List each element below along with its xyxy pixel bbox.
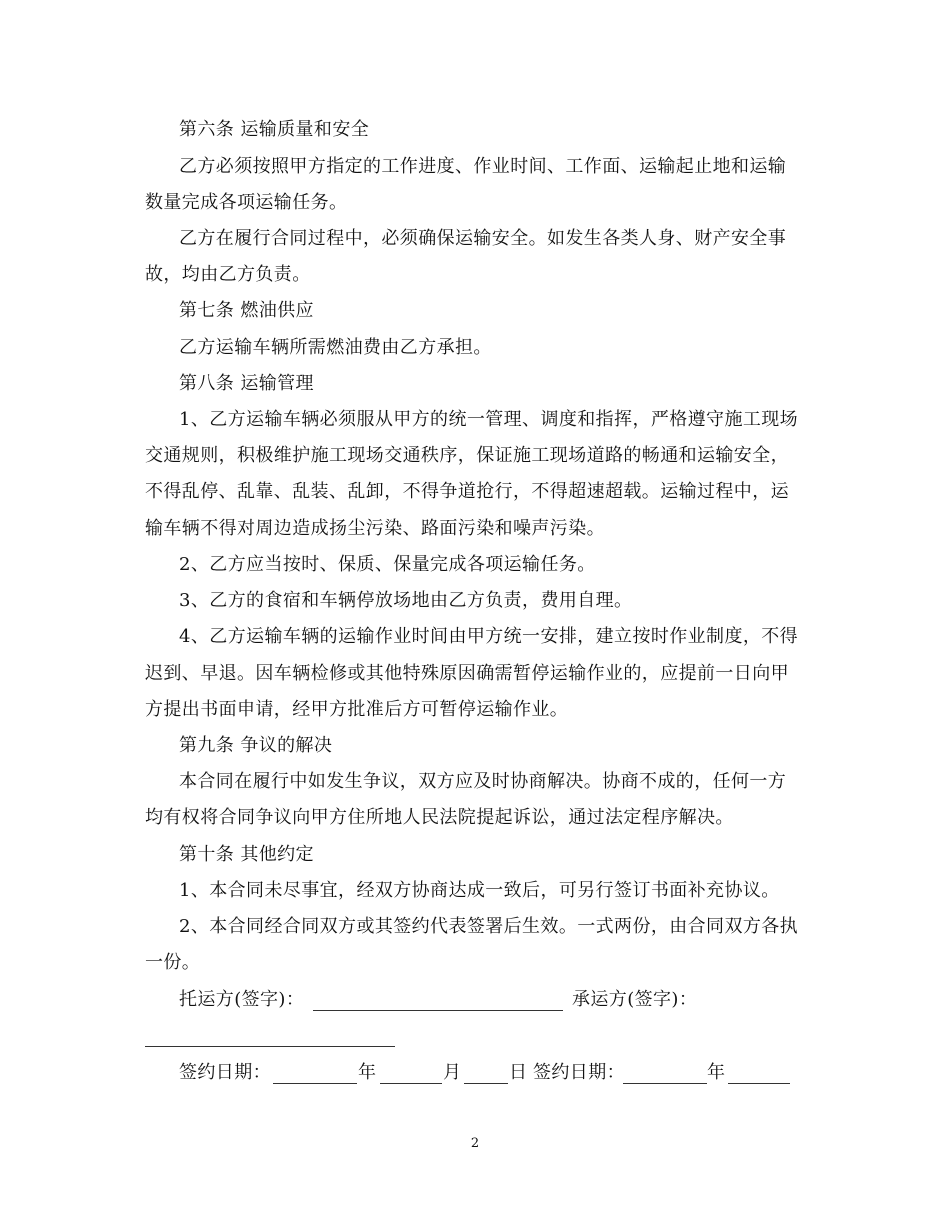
paragraph-line: 3、乙方的食宿和车辆停放场地由乙方负责，费用自理。 — [179, 590, 633, 611]
paragraph-line: 乙方在履行合同过程中，必须确保运输安全。如发生各类人身、财产安全事 — [179, 228, 787, 249]
shipper-signature-blank — [313, 1010, 563, 1011]
shipper-signature-label: 托运方(签字)： — [179, 989, 305, 1010]
paragraph-line: 数量完成各项运输任务。 — [145, 192, 348, 213]
carrier-month-blank — [728, 1083, 790, 1084]
paragraph-line: 故，均由乙方负责。 — [145, 264, 311, 285]
article-8-heading: 第八条 运输管理 — [179, 373, 314, 394]
carrier-date-label: 签约日期： — [533, 1062, 625, 1083]
paragraph-line: 均有权将合同争议向甲方住所地人民法院提起诉讼，通过法定程序解决。 — [145, 807, 734, 828]
paragraph-line: 4、乙方运输车辆的运输作业时间由甲方统一安排，建立按时作业制度，不得 — [179, 626, 799, 647]
article-7-heading: 第七条 燃油供应 — [179, 300, 314, 321]
paragraph-line: 本合同在履行中如发生争议，双方应及时协商解决。协商不成的，任何一方 — [179, 771, 787, 792]
shipper-month-label: 月 — [443, 1062, 462, 1083]
shipper-day-label: 日 — [509, 1062, 528, 1083]
paragraph-line: 迟到、早退。因车辆检修或其他特殊原因确需暂停运输作业的，应提前一日向甲 — [145, 663, 789, 684]
paragraph-line: 1、乙方运输车辆必须服从甲方的统一管理、调度和指挥，严格遵守施工现场 — [179, 409, 799, 430]
carrier-year-blank — [623, 1083, 707, 1084]
article-9-heading: 第九条 争议的解决 — [179, 735, 333, 756]
paragraph-line: 2、本合同经合同双方或其签约代表签署后生效。一式两份，由合同双方各执 — [179, 916, 799, 937]
paragraph-line: 交通规则，积极维护施工现场交通秩序，保证施工现场道路的畅通和运输安全， — [145, 445, 789, 466]
paragraph-line: 2、乙方应当按时、保质、保量完成各项运输任务。 — [179, 554, 596, 575]
shipper-day-blank — [464, 1083, 508, 1084]
article-10-heading: 第十条 其他约定 — [179, 844, 314, 865]
paragraph-line: 不得乱停、乱靠、乱装、乱卸，不得争道抢行，不得超速超载。运输过程中，运 — [145, 481, 789, 502]
shipper-date-label: 签约日期： — [179, 1062, 271, 1083]
carrier-signature-label: 承运方(签字)： — [572, 989, 698, 1010]
paragraph-line: 方提出书面申请，经甲方批准后方可暂停运输作业。 — [145, 699, 569, 720]
paragraph-line: 1、本合同未尽事宜，经双方协商达成一致后，可另行签订书面补充协议。 — [179, 880, 780, 901]
shipper-year-label: 年 — [358, 1062, 377, 1083]
carrier-signature-blank — [145, 1046, 395, 1047]
shipper-month-blank — [380, 1083, 442, 1084]
paragraph-line: 一份。 — [145, 952, 201, 973]
paragraph-line: 乙方必须按照甲方指定的工作进度、作业时间、工作面、运输起止地和运输 — [179, 156, 787, 177]
paragraph-line: 输车辆不得对周边造成扬尘污染、路面污染和噪声污染。 — [145, 518, 605, 539]
paragraph-line: 乙方运输车辆所需燃油费由乙方承担。 — [179, 337, 492, 358]
article-6-heading: 第六条 运输质量和安全 — [179, 119, 370, 140]
carrier-year-label: 年 — [707, 1062, 726, 1083]
shipper-year-blank — [273, 1083, 357, 1084]
page-number: 2 — [470, 1136, 480, 1151]
